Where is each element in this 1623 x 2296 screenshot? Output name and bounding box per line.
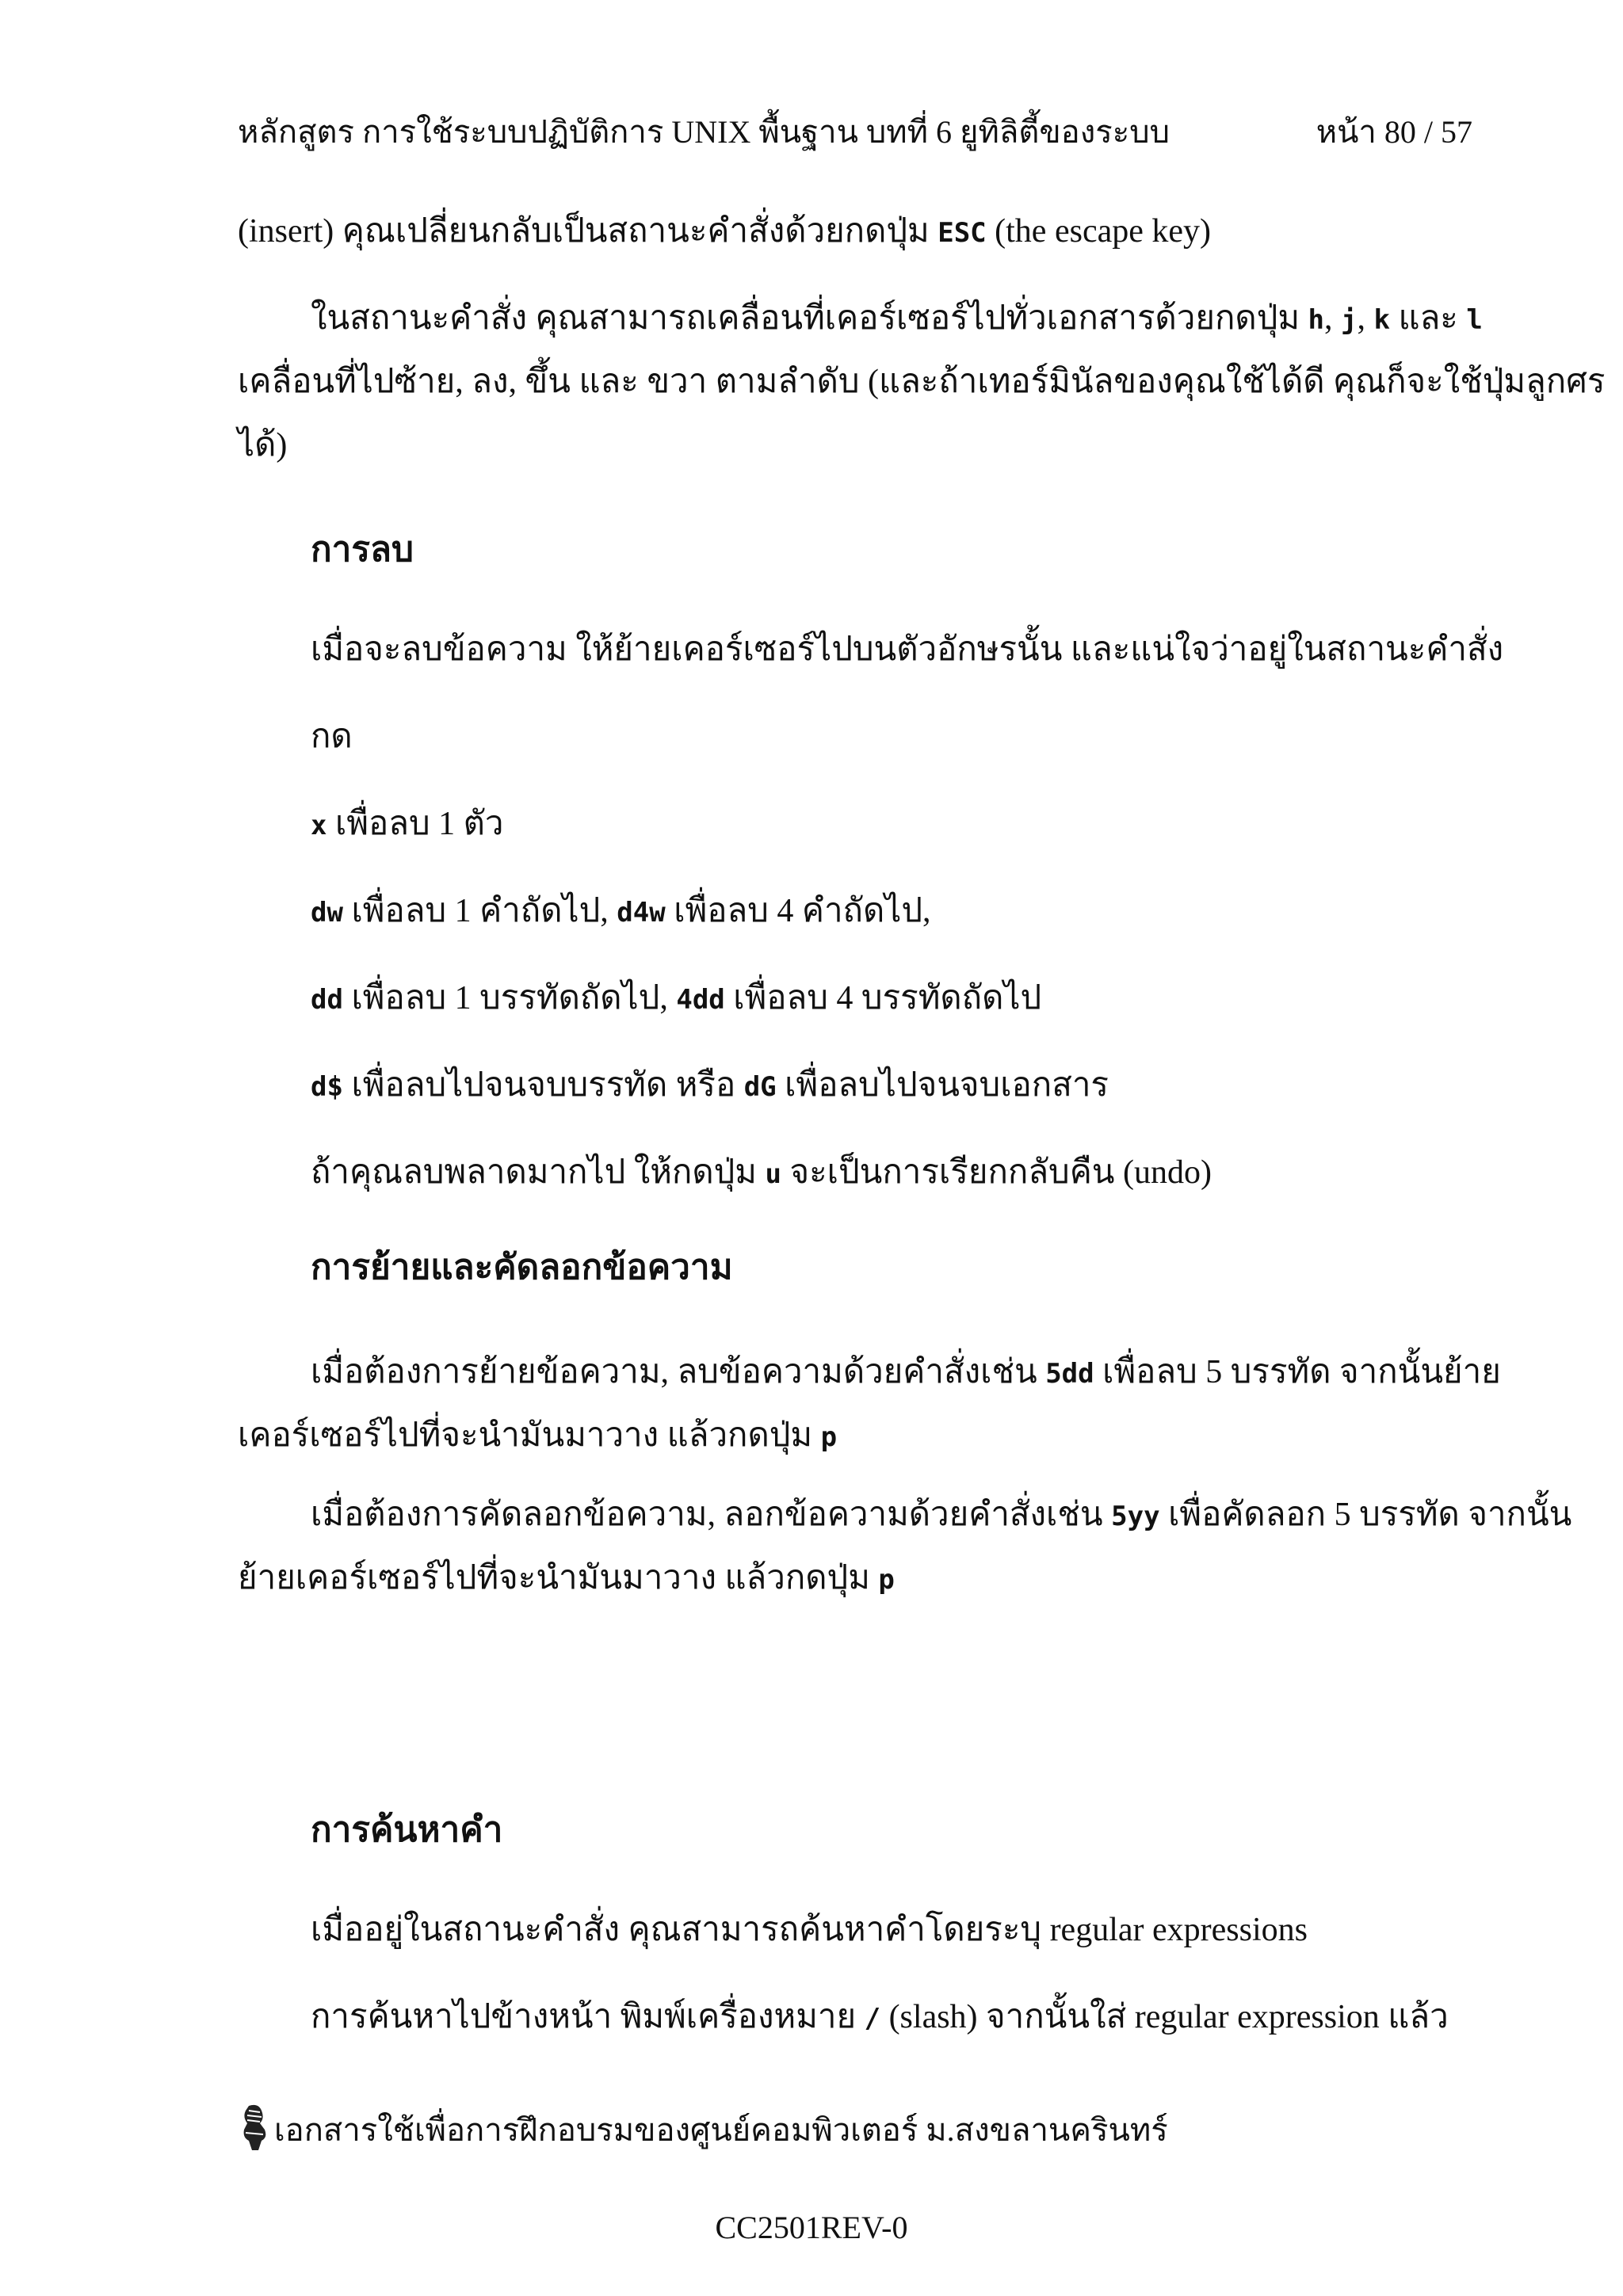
code-h: h: [1308, 304, 1325, 336]
statue-logo-icon: [238, 2103, 269, 2152]
delete-x: x เพื่อลบ 1 ตัว: [311, 806, 504, 842]
code-p: p: [878, 1564, 895, 1596]
intro-line-1: (insert) คุณเปลี่ยนกลับเป็นสถานะคำสั่งด้วยกดปุ่ม ESC (the escape key): [238, 213, 1211, 250]
header-page-number: หน้า 80 / 57: [1316, 114, 1472, 150]
code-k: k: [1373, 304, 1390, 336]
code-dw: dw: [311, 897, 343, 929]
code-dG: dG: [743, 1071, 777, 1103]
delete-dollar: d$ เพื่อลบไปจนจบบรรทัด หรือ dG เพื่อลบไปจนจบเอกสาร: [311, 1067, 1109, 1104]
code-d-dollar: d$: [311, 1071, 343, 1103]
heading-move-copy: การย้ายและคัดลอกข้อความ: [311, 1247, 733, 1287]
document-id: CC2501REV-0: [715, 2210, 908, 2245]
code-slash: /: [864, 2003, 881, 2035]
delete-dd: dd เพื่อลบ 1 บรรทัดถัดไป, 4dd เพื่อลบ 4 บรรทัดถัดไป: [311, 980, 1042, 1016]
code-esc: ESC: [938, 217, 987, 249]
delete-intro: เมื่อจะลบข้อความ ให้ย้ายเคอร์เซอร์ไปบนตัวอักษรนั้น และแน่ใจว่าอยู่ในสถานะคำสั่ง: [311, 631, 1504, 668]
move-line-2: เคอร์เซอร์ไปที่จะนำมันมาวาง แล้วกดปุ่ม p: [238, 1417, 838, 1454]
code-5yy: 5yy: [1111, 1501, 1160, 1532]
delete-undo: ถ้าคุณลบพลาดมากไป ให้กดปุ่ม u จะเป็นการเรียกกลับคืน (undo): [311, 1154, 1212, 1191]
code-4dd: 4dd: [676, 984, 725, 1016]
intro-line-4: ได้): [238, 427, 288, 463]
search-line-1: เมื่ออยู่ในสถานะคำสั่ง คุณสามารถค้นหาคำโดยระบุ regular expressions: [311, 1912, 1308, 1948]
code-5dd: 5dd: [1045, 1358, 1094, 1390]
copy-line-1: เมื่อต้องการคัดลอกข้อความ, ลอกข้อความด้วยคำสั่งเช่น 5yy เพื่อคัดลอก 5 บรรทัด จากนั้น: [311, 1497, 1572, 1533]
move-line-1: เมื่อต้องการย้ายข้อความ, ลบข้อความด้วยคำสั่งเช่น 5dd เพื่อลบ 5 บรรทัด จากนั้นย้าย: [311, 1354, 1501, 1390]
code-dd: dd: [311, 984, 343, 1016]
code-d4w: d4w: [617, 897, 666, 929]
code-j: j: [1341, 304, 1358, 336]
intro-line-2: ในสถานะคำสั่ง คุณสามารถเคลื่อนที่เคอร์เซอร์ไปทั่วเอกสารด้วยกดปุ่ม h, j, k และ l: [311, 300, 1483, 337]
intro-line-3: เคลื่อนที่ไปซ้าย, ลง, ขึ้น และ ขวา ตามลำดับ (และถ้าเทอร์มินัลของคุณใช้ได้ดี คุณก็จะใช้ปุ่มลูกศร: [238, 364, 1606, 400]
code-p: p: [820, 1421, 838, 1453]
heading-delete: การลบ: [311, 529, 414, 570]
copy-line-2: ย้ายเคอร์เซอร์ไปที่จะนำมันมาวาง แล้วกดปุ่ม p: [238, 1560, 895, 1596]
delete-dw: dw เพื่อลบ 1 คำถัดไป, d4w เพื่อลบ 4 คำถัดไป,: [311, 893, 931, 929]
header-course-title: หลักสูตร การใช้ระบบปฏิบัติการ UNIX พื้นฐาน บทที่ 6 ยูทิลิตี้ของระบบ: [238, 114, 1170, 150]
footer-text: เอกสารใช้เพื่อการฝึกอบรมของศูนย์คอมพิวเตอร์ ม.สงขลานครินทร์: [274, 2112, 1168, 2148]
code-l: l: [1466, 304, 1483, 336]
heading-search: การค้นหาคำ: [311, 1810, 503, 1850]
code-x: x: [311, 810, 327, 841]
search-line-2: การค้นหาไปข้างหน้า พิมพ์เครื่องหมาย / (slash) จากนั้นใส่ regular expression แล้ว: [311, 1999, 1449, 2035]
code-u: u: [765, 1158, 781, 1190]
delete-press: กด: [311, 719, 353, 755]
